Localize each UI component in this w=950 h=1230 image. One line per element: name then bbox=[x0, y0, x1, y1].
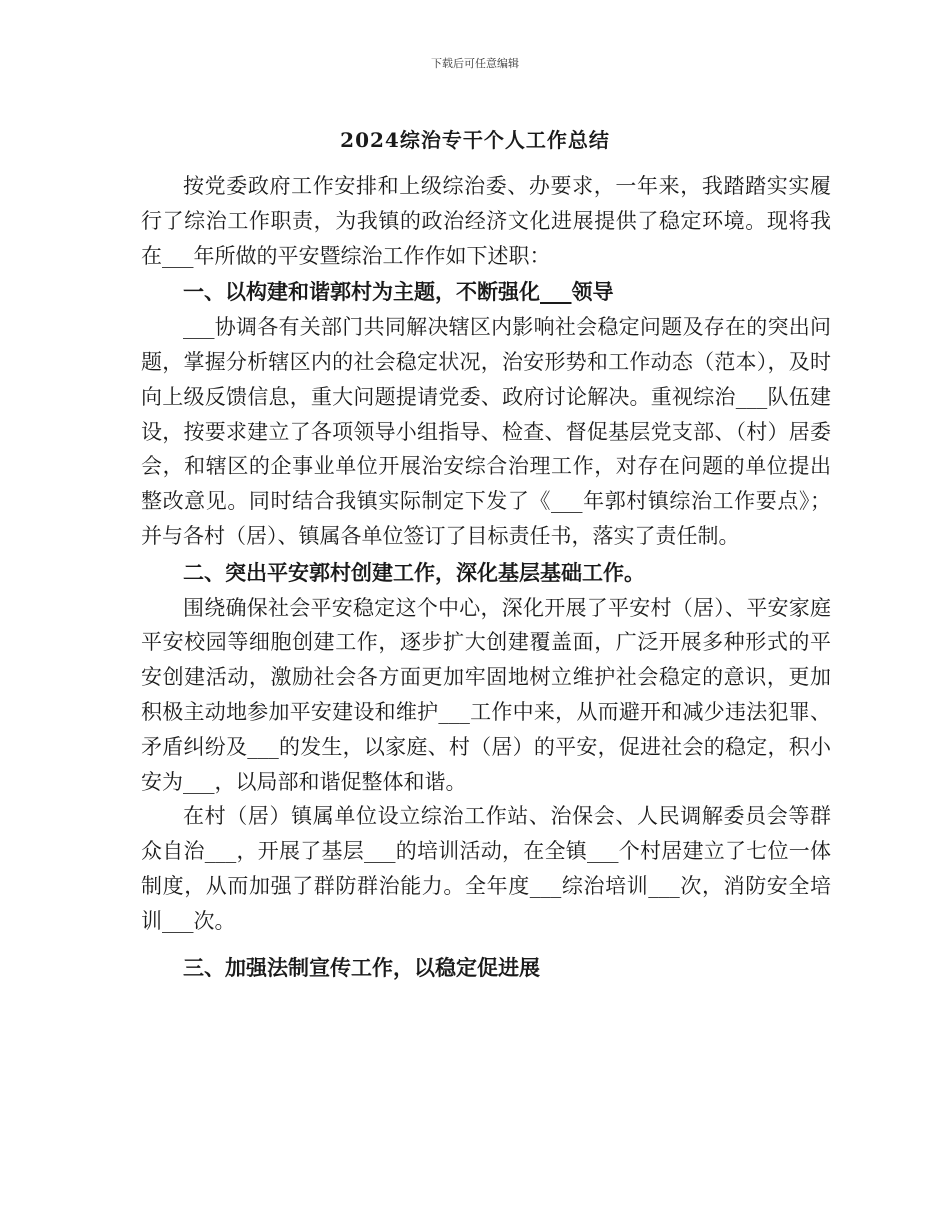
section-2-paragraph-1: 围绕确保社会平安稳定这个中心，深化开展了平安村（居）、平安家庭平安校园等细胞创建工作，逐步扩大创建覆盖面，广泛开展多种形式的平安创建活动，激励社会各方面更加牢固地树立维护社会稳定的意识，更加积极主动地参加平安建设和维护___工作中来，从而避开和减少违法犯罪、矛盾纠纷及___的发生，以家庭、村（居）的平安，促进社会的稳定，积小安为___，以局部和谐促整体和谐。 bbox=[141, 595, 831, 794]
document-body bbox=[141, 169, 831, 985]
header-note: 下载后可任意编辑 bbox=[431, 57, 519, 70]
section-heading-1: 一、以构建和谐郭村为主题，不断强化___领导 bbox=[183, 279, 614, 305]
intro-paragraph: 按党委政府工作安排和上级综治委、办要求，一年来，我踏踏实实履行了综治工作职责，为我镇的政治经济文化进展提供了稳定环境。现将我在___年所做的平安暨综治工作作如下述职： bbox=[141, 174, 831, 268]
section-heading-3: 三、加强法制宣传工作，以稳定促进展 bbox=[183, 954, 540, 980]
section-1-paragraph: ___协调各有关部门共同解决辖区内影响社会稳定问题及存在的突出问题，掌握分析辖区内的社会稳定状况，治安形势和工作动态（范本），及时向上级反馈信息，重大问题提请党委、政府讨论解决。重视综治___队伍建设，按要求建立了各项领导小组指导、检查、督促基层党支部、（村）居委会，和辖区的企事业单位开展治安综合治理工作，对存在问题的单位提出整改意见。同时结合我镇实际制定下发了《___年郭村镇综治工作要点》；并与各村（居）、镇属各单位签订了目标责任书，落实了责任制。 bbox=[141, 315, 831, 548]
section-2-paragraph-2: 在村（居）镇属单位设立综治工作站、治保会、人民调解委员会等群众自治___，开展了基层___的培训活动，在全镇___个村居建立了七位一体制度，从而加强了群防群治能力。全年度___综治培训___次，消防安全培训___次。 bbox=[141, 804, 831, 933]
section-heading-2: 二、突出平安郭村创建工作，深化基层基础工作。 bbox=[183, 559, 645, 585]
document-title: 2024综治专干个人工作总结 bbox=[340, 128, 610, 152]
